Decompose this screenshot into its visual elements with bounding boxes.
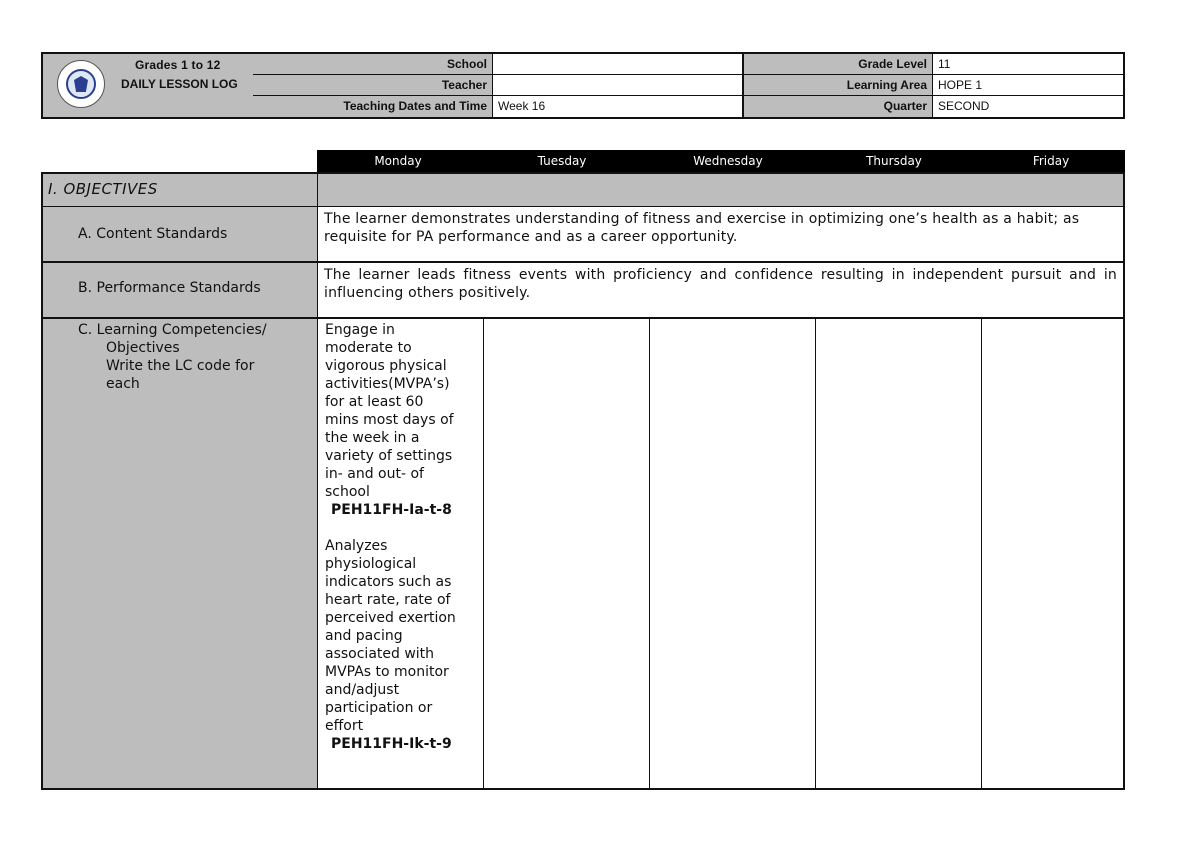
monday-text-line: the week in a [325,430,420,446]
monday-text-line: in- and out- of [325,466,424,482]
wednesday-competencies-cell[interactable] [650,319,816,788]
monday-text-line: participation or [325,700,433,716]
school-label: School [253,54,493,74]
tuesday-competencies-cell[interactable] [484,319,650,788]
teacher-label: Teacher [253,75,493,95]
performance-standards-text[interactable]: The learner leads fitness events with proficiency and confidence resulting in independent pursuit and in influencing others positively. [318,263,1123,319]
monday-text-line: indicators such as [325,574,452,590]
monday-text-line: and pacing [325,628,403,644]
monday-text-line: moderate to [325,340,412,356]
lesson-log-header [41,52,1125,119]
monday-text-line: Analyzes [325,538,388,554]
teacher-field[interactable] [493,75,743,95]
performance-standards-label: B. Performance Standards [78,280,261,296]
header-title-log: DAILY LESSON LOG [121,77,238,91]
quarter-label: Quarter [743,96,933,117]
day-monday: Monday [374,154,422,168]
lc-label-line-3: Write the LC code for [106,358,255,374]
learning-competencies-label [78,321,267,393]
monday-text-line: effort [325,718,364,734]
performance-standards-label-cell [43,263,318,319]
monday-text-line: vigorous physical [325,358,447,374]
lc-label-line-2: Objectives [106,340,180,356]
day-header-row [317,150,1125,172]
school-field[interactable] [493,54,743,74]
day-friday: Friday [1032,154,1070,168]
monday-text-line: MVPAs to monitor [325,664,449,680]
monday-text-line: school [325,484,370,500]
thursday-competencies-cell[interactable] [816,319,982,788]
monday-text-line: variety of settings [325,448,453,464]
day-tuesday: Tuesday [537,154,587,168]
lc-code-1: PEH11FH-Ia-t-8 [331,502,452,518]
grade-level-field[interactable]: 11 [933,54,1123,74]
grade-level-label: Grade Level [743,54,933,74]
monday-competencies-cell[interactable] [318,319,484,788]
monday-text-line: physiological [325,556,417,572]
day-wednesday: Wednesday [693,154,763,168]
content-standards-text[interactable]: The learner demonstrates understanding of fitness and exercise in optimizing one’s health as a habit; as requisite for PA performance and as a career opportunity. [318,207,1123,263]
content-standards-label: A. Content Standards [78,226,228,242]
content-standards-label-cell [43,207,318,263]
monday-text-line: Engage in [325,322,395,338]
monday-text-line: and/adjust [325,682,400,698]
header-logo-cell [43,54,254,117]
monday-text-line: for at least 60 [325,394,424,410]
monday-text-line: activities(MVPA’s) [325,376,450,392]
header-title-grades: Grades 1 to 12 [135,58,221,72]
objectives-heading-fill [318,174,1123,207]
day-thursday: Thursday [866,154,922,168]
monday-text-line: mins most days of [325,412,454,428]
lc-code-2: PEH11FH-Ik-t-9 [331,736,452,752]
deped-seal-icon [57,60,105,108]
quarter-field[interactable]: SECOND [933,96,1123,117]
monday-text-line: associated with [325,646,435,662]
dates-field[interactable]: Week 16 [493,96,743,117]
monday-text-line: heart rate, rate of [325,592,451,608]
dates-label: Teaching Dates and Time [253,96,493,117]
learning-area-label: Learning Area [743,75,933,95]
learning-competencies-label-cell [43,319,318,788]
spacer [325,519,477,537]
lesson-log-table [41,150,1125,790]
objectives-heading: I. OBJECTIVES [48,180,158,198]
friday-competencies-cell[interactable] [982,319,1123,788]
objectives-grid [41,172,1125,790]
header-row-school [253,54,1123,75]
header-row-dates [253,96,1123,117]
monday-text-line: perceived exertion [325,610,456,626]
lc-label-line-1: C. Learning Competencies/ [78,322,267,338]
learning-area-field[interactable]: HOPE 1 [933,75,1123,95]
header-row-teacher [253,75,1123,96]
objectives-heading-cell [43,174,318,207]
lc-label-line-4: each [106,376,140,392]
